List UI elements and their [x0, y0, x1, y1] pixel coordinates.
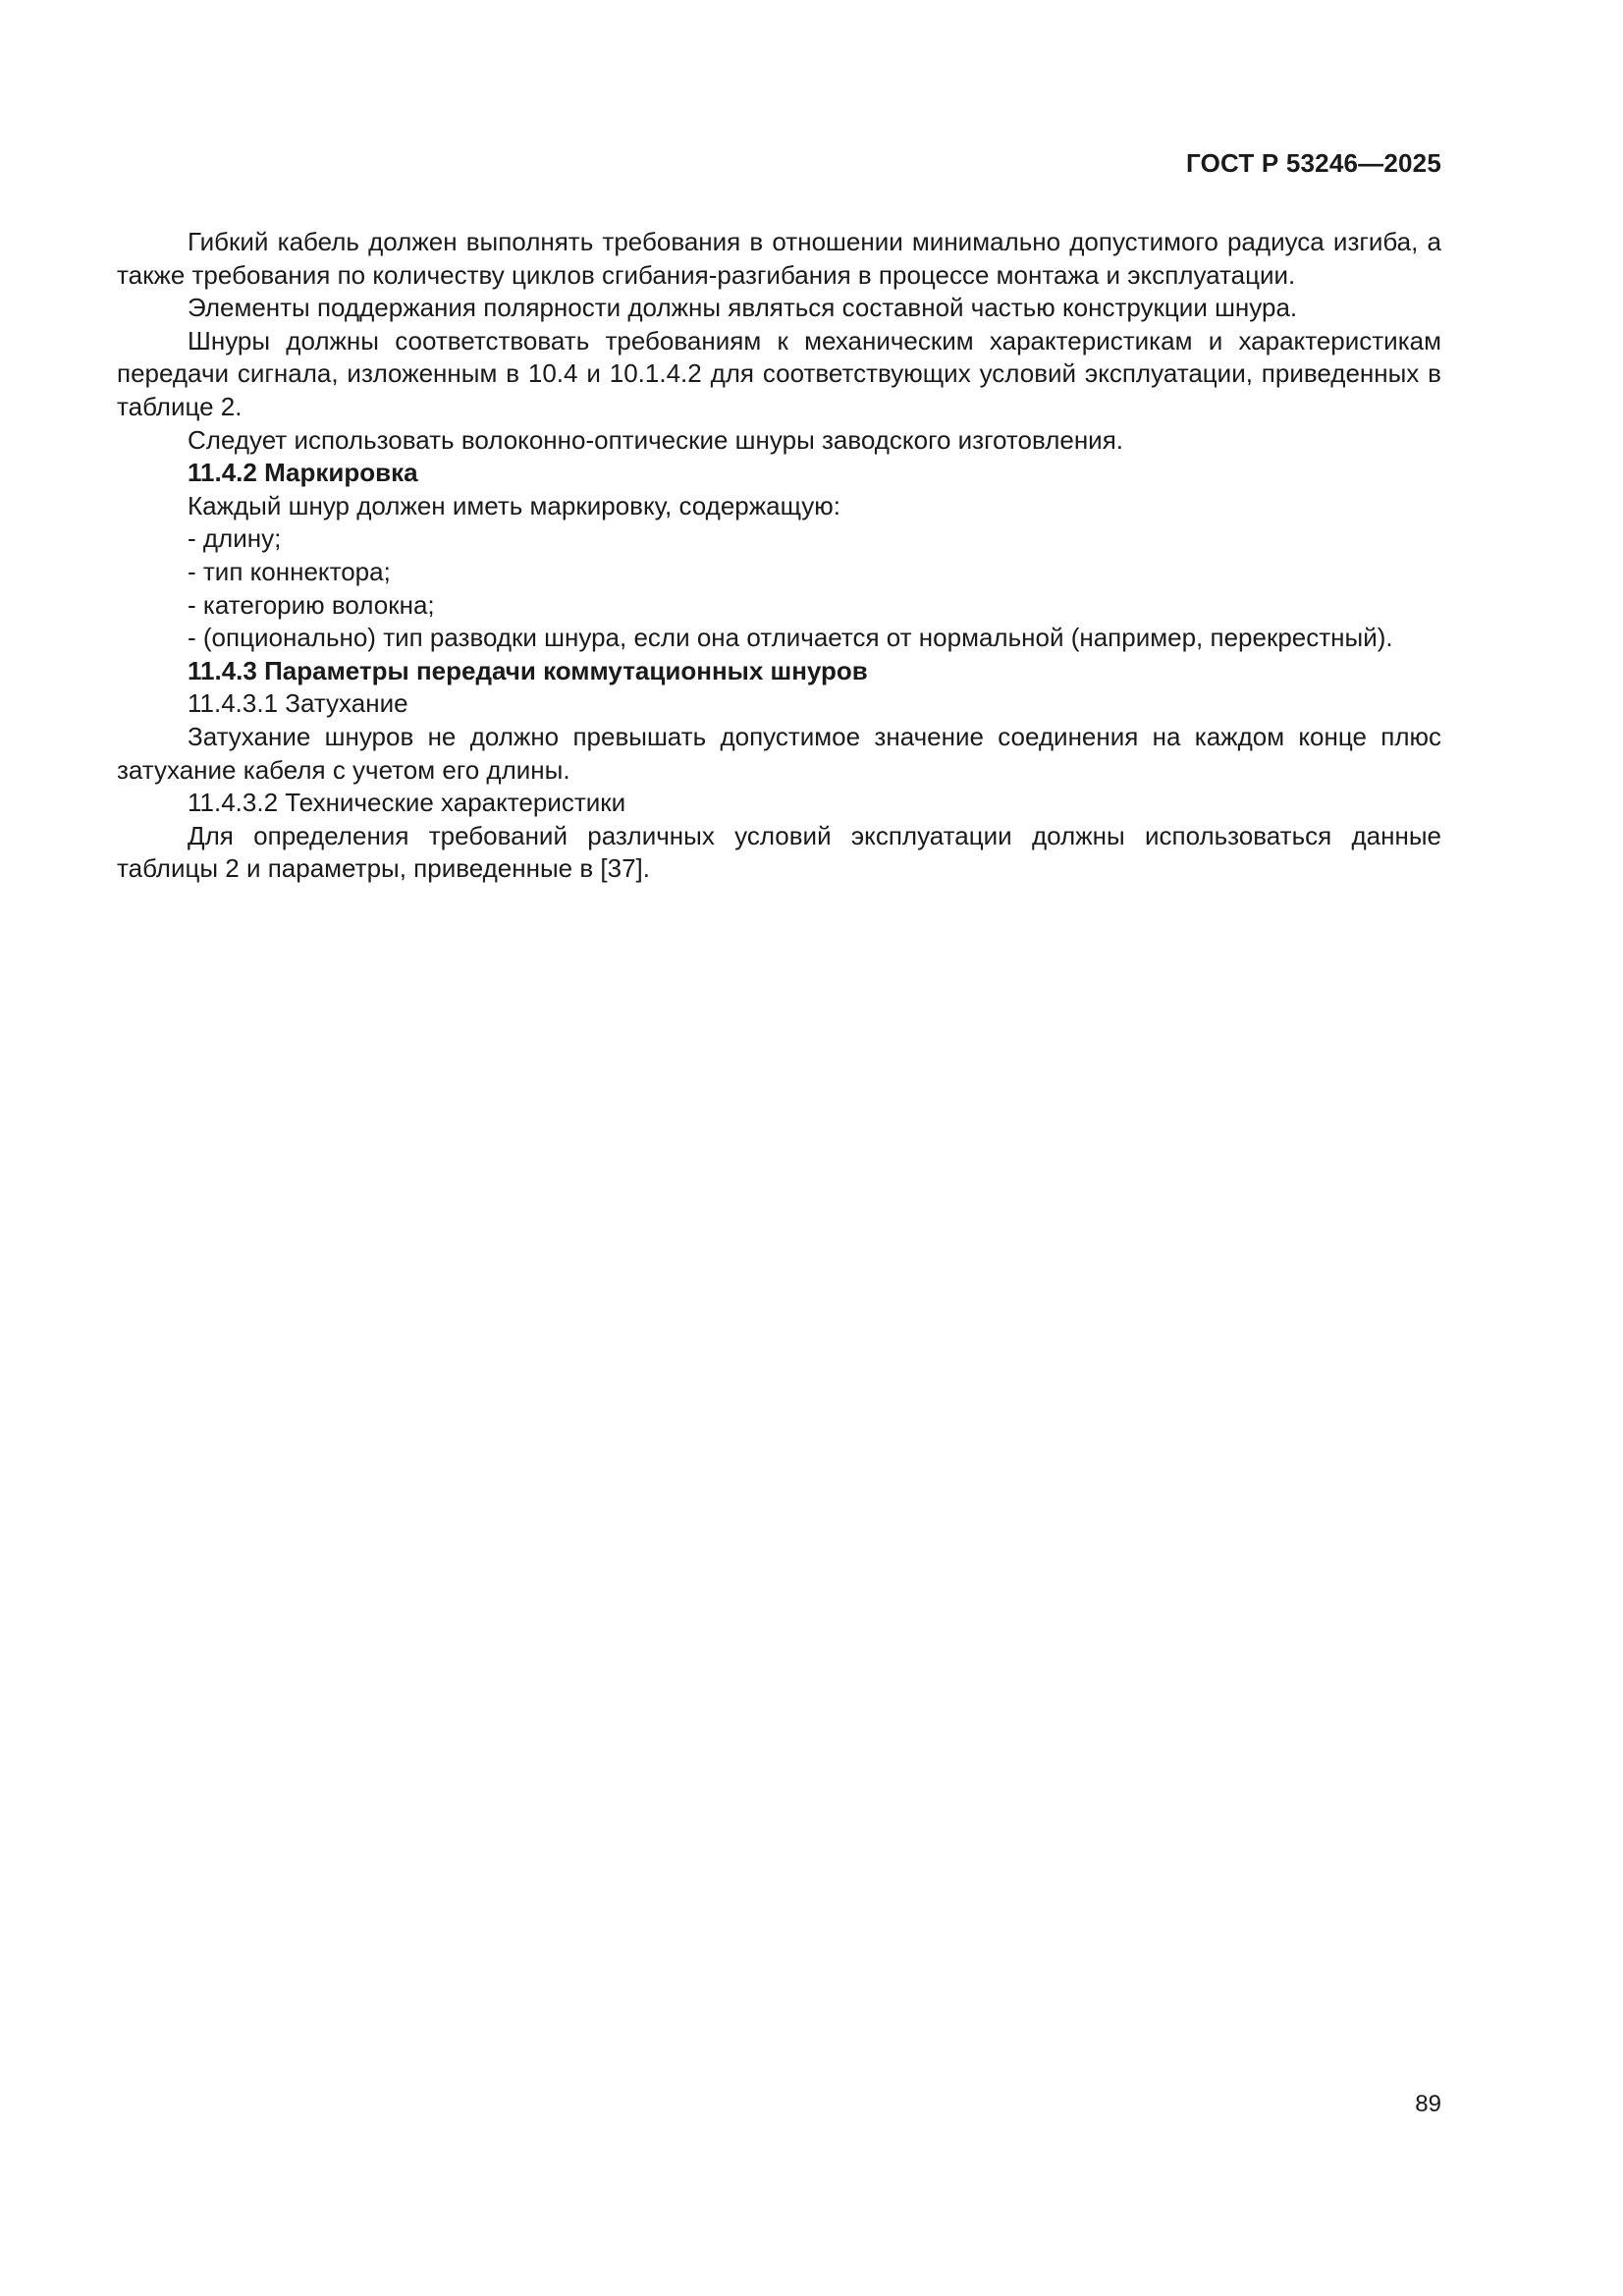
document-body [117, 226, 1441, 886]
document-code: ГОСТ Р 53246—2025 [1186, 148, 1441, 178]
list-item: - (опционально) тип разводки шнура, если она отличается от нормальной (например, перекрестный). [188, 623, 1393, 653]
list-item: - тип коннектора; [188, 556, 391, 586]
list-item: - категорию волокна; [188, 589, 435, 620]
paragraph-factory-cords: Следует использовать волоконно-оптические шнуры заводского изготовления. [188, 424, 1124, 455]
subheading-technical-characteristics: 11.4.3.2 Технические характеристики [188, 788, 626, 818]
heading-marking: 11.4.2 Маркировка [188, 458, 418, 488]
paragraph-cord-requirements: Шнуры должны соответствовать требованиям к механическим характеристикам и характеристикам передачи сигнала, изложенным в 10.4 и 10.1.4.2 для соответствующих условий эксплуатации, приведенных в таблице 2. [117, 325, 1441, 421]
subheading-attenuation: 11.4.3.1 Затухание [188, 688, 408, 719]
list-item: - длину; [188, 523, 282, 554]
paragraph-marking-intro: Каждый шнур должен иметь маркировку, содержащую: [188, 490, 841, 520]
page-number: 89 [1415, 2091, 1441, 2117]
heading-transmission-parameters: 11.4.3 Параметры передачи коммутационных шнуров [188, 655, 868, 685]
paragraph-polarity: Элементы поддержания полярности должны являться составной частью конструкции шнура. [188, 293, 1298, 323]
paragraph-attenuation: Затухание шнуров не должно превышать допустимое значение соединения на каждом конце плюс затухание кабеля с учетом его длины. [117, 721, 1441, 785]
paragraph-technical-characteristics: Для определения требований различных условий эксплуатации должны использоваться данные таблицы 2 и параметры, приведенные в [37]. [117, 820, 1441, 884]
paragraph-flexible-cable: Гибкий кабель должен выполнять требования в отношении минимально допустимого радиуса изгиба, а также требования по количеству циклов сгибания-разгибания в процессе монтажа и эксплуатации. [117, 227, 1441, 290]
